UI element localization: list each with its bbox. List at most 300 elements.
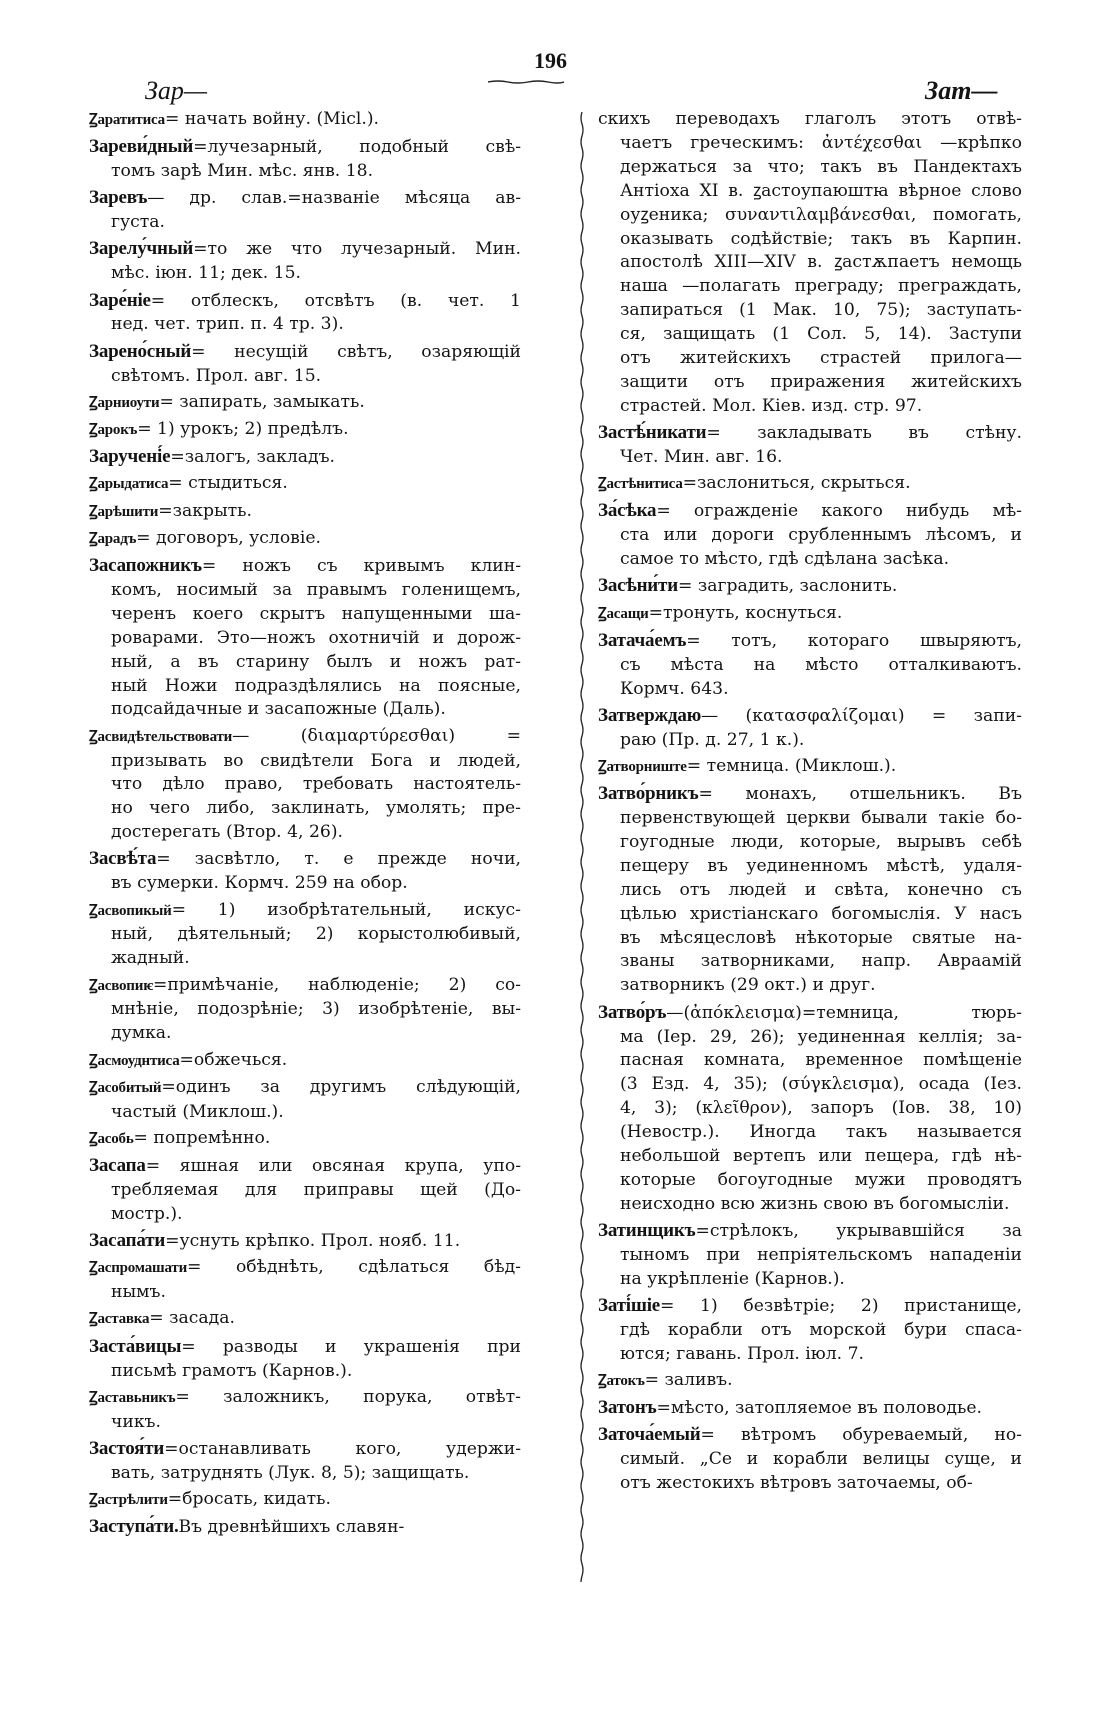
- entry-headword: Засвѣ́та: [89, 848, 157, 870]
- entry-definition-text: — (διαμαρτύρεσθαι) =: [232, 725, 521, 746]
- entry-line: [598, 1001, 1022, 1026]
- entry-definition-text: защити отъ приражения житейскихъ: [620, 371, 1022, 392]
- entry-definition-text: держаться за что; такъ въ Пандектахъ: [620, 156, 1022, 177]
- dictionary-entry: [598, 108, 1022, 419]
- entry-definition-text: небольшой вертепъ или пещера, гдѣ нѣ-: [620, 1146, 1022, 1167]
- entry-definition-text: ста или дороги срубленнымъ лѣсомъ, и: [620, 525, 1022, 546]
- entry-headword: Затверждаю: [598, 704, 702, 726]
- entry-headword: Заточа́емый: [598, 1424, 701, 1446]
- dictionary-entry: [89, 108, 521, 133]
- entry-headword: Ꙁасвопиѥ: [89, 977, 153, 994]
- entry-definition-text: отъ жестокихъ вѣтровъ заточаемы, об-: [620, 1473, 973, 1494]
- entry-headword: Ꙁасмоуднтиса: [89, 1052, 180, 1069]
- entry-definition-text: первенствующей церкви бывали такіе бо-: [620, 808, 1022, 829]
- entry-line: [89, 847, 521, 872]
- entry-line: [598, 1423, 1022, 1448]
- entry-headword: Засапа: [89, 1155, 146, 1177]
- entry-line: [598, 421, 1022, 446]
- entry-definition-text: мѣс. іюн. 11; дек. 15.: [111, 263, 302, 284]
- dictionary-entry: [598, 1294, 1022, 1367]
- dictionary-entry: [89, 1229, 521, 1254]
- entry-line: [598, 275, 1022, 299]
- entry-line: [89, 160, 521, 184]
- entry-line: [89, 1154, 521, 1179]
- entry-definition-text: =бросать, кидать.: [167, 1488, 331, 1509]
- dictionary-entry: [89, 974, 521, 1047]
- entry-line: [598, 574, 1022, 599]
- entry-definition-text: =примѣчаніе, наблюденіе; 2) со-: [152, 974, 521, 995]
- entry-definition-text: въ сумерки. Кормч. 259 на обор.: [111, 873, 408, 894]
- entry-headword: Заста́вицы: [89, 1335, 182, 1357]
- dictionary-entry: [89, 1515, 521, 1540]
- entry-definition-text: достерегать (Втор. 4, 26).: [111, 822, 344, 843]
- dictionary-entry: [598, 1001, 1022, 1217]
- entry-definition-text: =мѣсто, затопляемое въ половодье.: [656, 1398, 982, 1419]
- entry-headword: Ꙁасвидѣтельствовати: [89, 728, 233, 745]
- entry-line: [89, 872, 521, 896]
- entry-definition-text: нед. чет. трип. п. 4 тр. 3).: [111, 314, 344, 335]
- entry-headword: Затинщикъ: [598, 1220, 696, 1242]
- entry-line: [598, 950, 1022, 974]
- entry-definition-text: = несущій свѣтъ, озаряющій: [191, 341, 521, 362]
- entry-definition-text: тыномъ при непріятельскомъ нападеніи: [620, 1244, 1022, 1265]
- dictionary-entry: [598, 499, 1022, 572]
- entry-definition-text: оказывать содѣйствіе; такъ въ Карпин.: [620, 228, 1022, 249]
- entry-definition-text: на укрѣпленіе (Карнов.).: [620, 1268, 845, 1289]
- entry-line: [598, 156, 1022, 180]
- entry-line: [89, 1049, 521, 1074]
- entry-definition-text: отъ житейскихъ страстей прилога—: [620, 348, 1022, 369]
- entry-definition-text: свѣтомъ. Прол. авг. 15.: [111, 365, 322, 386]
- entry-line: [89, 1386, 521, 1411]
- entry-definition-text: томъ зарѣ Мин. мѣс. янв. 18.: [111, 161, 374, 182]
- entry-line: [598, 1193, 1022, 1217]
- entry-headword: Ꙁарѣшити: [89, 503, 159, 520]
- dictionary-entry: [89, 418, 521, 443]
- entry-definition-text: гоугодные люди, которые, вырывъ себѣ: [620, 831, 1022, 852]
- entry-definition-text: лись отъ людей и свѣта, конечно съ: [620, 879, 1022, 900]
- entry-definition-text: (Невостр.). Иногда такъ называется: [620, 1122, 1022, 1143]
- entry-headword: За́сѣка: [598, 500, 657, 522]
- column-divider: [578, 112, 586, 1582]
- dictionary-entry: [89, 1127, 521, 1152]
- entry-line: [89, 1203, 521, 1227]
- dictionary-entry: [89, 135, 521, 184]
- entry-definition-text: роварами. Это—ножъ охотничій и дорож-: [111, 627, 521, 648]
- entry-definition-text: самое то мѣсто, гдѣ сдѣлана засѣка.: [620, 549, 950, 570]
- entry-definition-text: =стрѣлокъ, укрывавшійся за: [695, 1221, 1022, 1242]
- entry-definition-text: = тотъ, котораго швыряютъ,: [686, 630, 1022, 651]
- entry-definition-text: ный Ножи подраздѣлялись на поясные,: [111, 675, 521, 696]
- entry-definition-text: ный, а въ старину былъ и ножъ рат-: [111, 651, 521, 672]
- entry-definition-text: (3 Езд. 4, 35); (σύγκλεισμα), осада (Іез.: [620, 1074, 1022, 1095]
- entry-headword: Затонъ: [598, 1397, 657, 1419]
- entry-definition-text: = обѣднѣть, сдѣлаться бѣд-: [187, 1257, 521, 1278]
- entry-line: [598, 1073, 1022, 1097]
- dictionary-entry: [89, 847, 521, 896]
- entry-line: [89, 527, 521, 552]
- entry-headword: Ꙁаспромашати: [89, 1260, 188, 1277]
- entry-headword: Ꙁаратитиса: [89, 112, 165, 128]
- entry-line: [598, 446, 1022, 470]
- entry-line: [598, 371, 1022, 395]
- entry-definition-text: званы затворниками, напр. Авраамій: [620, 951, 1022, 972]
- entry-line: [598, 1448, 1022, 1472]
- entry-line: [89, 998, 521, 1022]
- entry-definition-text: —(ἀπόκλεισμα)=темница, тюрь-: [666, 1002, 1022, 1023]
- entry-line: [598, 1121, 1022, 1145]
- dictionary-entry: [598, 782, 1022, 998]
- entry-line: [598, 1049, 1022, 1073]
- entry-line: [598, 903, 1022, 927]
- entry-definition-text: неисходно всю жизнь свою въ богомысліи.: [620, 1193, 1010, 1214]
- entry-headword: Ꙁасащи: [598, 605, 649, 622]
- dictionary-entry: [598, 472, 1022, 497]
- entry-definition-text: которые богоугодные мужи проводятъ: [620, 1169, 1022, 1190]
- dictionary-entry: [89, 554, 521, 722]
- entry-definition-text: = 1) безвѣтріе; 2) пристанище,: [660, 1296, 1022, 1317]
- entry-definition-text: = попремѣнно.: [133, 1127, 271, 1148]
- entry-definition-text: =обжечься.: [179, 1049, 288, 1070]
- entry-definition-text: = яшная или овсяная крупа, упо-: [145, 1156, 521, 1177]
- entry-line: [89, 500, 521, 525]
- entry-definition-text: = огражденіе какого нибудь мѣ-: [656, 501, 1022, 522]
- entry-line: [89, 340, 521, 365]
- entry-definition-text: =то же что лучезарный. Мин.: [193, 239, 521, 260]
- entry-headword: Зарелу́чный: [89, 238, 194, 260]
- entry-definition-text: = отблескъ, отсвѣтъ (в. чет. 1: [150, 290, 521, 311]
- entry-line: [598, 347, 1022, 371]
- dictionary-entry: [89, 500, 521, 525]
- entry-line: [598, 1343, 1022, 1367]
- entry-line: [598, 1294, 1022, 1319]
- running-head-right: Зат—: [925, 76, 998, 105]
- entry-definition-text: чикъ.: [111, 1411, 161, 1432]
- entry-line: [89, 1411, 521, 1435]
- entry-line: [598, 831, 1022, 855]
- entry-headword: Затво́ръ: [598, 1001, 667, 1023]
- dictionary-entry: [598, 1423, 1022, 1496]
- entry-definition-text: скихъ переводахъ глаголъ этотъ отвѣ-: [598, 109, 1022, 129]
- entry-definition-text: гдѣ корабли отъ морской бури спаса-: [620, 1319, 1022, 1340]
- dictionary-entry: [89, 391, 521, 416]
- entry-definition-text: затворникъ (29 окт.) и друг.: [620, 975, 876, 996]
- entry-line: [598, 1369, 1022, 1394]
- entry-line: [598, 108, 1022, 132]
- entry-line: [598, 228, 1022, 252]
- entry-line: [89, 627, 521, 651]
- entry-line: [598, 629, 1022, 654]
- entry-line: [89, 554, 521, 579]
- entry-line: [89, 1515, 521, 1540]
- entry-definition-text: подсайдачные и засапожные (Даль).: [111, 699, 446, 720]
- entry-definition-text: запираться (1 Мак. 10, 75); заступать-: [620, 300, 1022, 321]
- entry-line: [598, 524, 1022, 548]
- entry-definition-text: черенъ коего скрытъ напущенными ша-: [111, 603, 521, 624]
- entry-headword: Застоя́ти: [89, 1437, 165, 1459]
- entry-line: [598, 499, 1022, 524]
- entry-line: [598, 729, 1022, 753]
- dictionary-entry: [598, 421, 1022, 470]
- entry-line: [598, 1244, 1022, 1268]
- entry-definition-text: Въ древнѣйшихъ славян-: [178, 1517, 405, 1538]
- dictionary-entry: [89, 1049, 521, 1074]
- entry-definition-text: Чет. Мин. авг. 16.: [620, 446, 783, 467]
- dictionary-entry: [89, 237, 521, 286]
- entry-definition-text: страстей. Мол. Кіев. изд. стр. 97.: [620, 395, 923, 416]
- entry-definition-text: = начать войну. (Micl.).: [164, 109, 380, 129]
- entry-headword: Засапа́ти: [89, 1230, 166, 1252]
- entry-headword: Зареви́дный: [89, 136, 194, 158]
- entry-line: [89, 1022, 521, 1046]
- entry-definition-text: требляемая для приправы щей (До-: [111, 1180, 521, 1200]
- entry-definition-text: — др. слав.=названіе мѣсяца ав-: [147, 188, 521, 209]
- entry-definition-text: частый (Миклош.).: [111, 1101, 284, 1122]
- entry-line: [89, 1437, 521, 1462]
- entry-definition-text: раю (Пр. д. 27, 1 к.).: [620, 729, 805, 750]
- dictionary-entry: [89, 1154, 521, 1227]
- entry-line: [89, 1488, 521, 1513]
- entry-line: [89, 313, 521, 337]
- entry-line: [89, 391, 521, 416]
- entry-line: [598, 927, 1022, 951]
- entry-headword: Ꙁаставьникъ: [89, 1389, 176, 1406]
- entry-line: [89, 1229, 521, 1254]
- entry-headword: Ꙁарокъ: [89, 421, 138, 438]
- entry-definition-text: = запирать, замыкать.: [159, 391, 365, 412]
- entry-definition-text: жадный.: [111, 948, 190, 969]
- entry-headword: Затача́емъ: [598, 629, 687, 651]
- dictionary-entry: [598, 629, 1022, 702]
- entry-headword: Ꙁатворниште: [598, 758, 687, 775]
- entry-line: [598, 1472, 1022, 1496]
- entry-line: [598, 879, 1022, 903]
- entry-definition-text: =залогъ, закладъ.: [170, 447, 336, 468]
- entry-line: [598, 180, 1022, 204]
- entry-line: [89, 135, 521, 160]
- entry-headword: Ꙁасвопикый: [89, 902, 172, 919]
- entry-definition-text: = ножъ съ кривымъ клин-: [201, 555, 521, 576]
- entry-definition-text: оуꙁеника; συναντιλαμβάνεσθαι, помогать,: [620, 204, 1022, 225]
- dictionary-entry: [89, 899, 521, 972]
- entry-definition-text: 4, 3); (κλεῖθρον), запоръ (Іов. 38, 10): [620, 1098, 1022, 1119]
- entry-line: [598, 807, 1022, 831]
- entry-definition-text: = разводы и украшенія при: [181, 1336, 521, 1357]
- entry-line: [598, 1145, 1022, 1169]
- entry-headword: Ꙁастрѣлити: [89, 1491, 168, 1508]
- entry-line: [89, 797, 521, 821]
- entry-line: [598, 678, 1022, 702]
- entry-line: [598, 472, 1022, 497]
- entry-line: [89, 974, 521, 999]
- entry-line: [89, 211, 521, 235]
- entry-definition-text: нымъ.: [111, 1282, 166, 1303]
- dictionary-entry: [89, 1256, 521, 1305]
- entry-definition-text: въ мѣсяцесловѣ нѣкоторые святые на-: [620, 927, 1022, 948]
- entry-definition-text: — (κατασφαλίζομαι) = запи-: [701, 705, 1022, 726]
- entry-line: [89, 603, 521, 627]
- dictionary-entry: [89, 1307, 521, 1332]
- entry-definition-text: = заградить, заслонить.: [677, 576, 898, 597]
- entry-definition-text: = 1) изобрѣтательный, искус-: [171, 899, 521, 920]
- entry-line: [598, 855, 1022, 879]
- entry-line: [89, 821, 521, 845]
- entry-line: [89, 579, 521, 603]
- dictionary-entry: [89, 1488, 521, 1513]
- dictionary-entry: [598, 574, 1022, 599]
- right-column: [598, 108, 1022, 1499]
- entry-line: [89, 445, 521, 470]
- entry-headword: Ꙁаставка: [89, 1311, 150, 1328]
- entry-definition-text: = закладывать въ стѣну.: [706, 423, 1022, 444]
- entry-line: [89, 1335, 521, 1360]
- entry-line: [598, 299, 1022, 323]
- entry-definition-text: мнѣніе, подозрѣніе; 3) изобрѣтеніе, вы-: [111, 999, 521, 1020]
- entry-definition-text: =тронуть, коснуться.: [648, 602, 843, 623]
- entry-line: [598, 1219, 1022, 1244]
- entry-line: [598, 548, 1022, 572]
- entry-line: [89, 186, 521, 211]
- dictionary-entry: [598, 602, 1022, 627]
- dictionary-entry: [89, 725, 521, 846]
- entry-line: [89, 698, 521, 722]
- entry-line: [89, 947, 521, 971]
- entry-line: [89, 262, 521, 286]
- entry-definition-text: густа.: [111, 212, 165, 233]
- entry-line: [598, 974, 1022, 998]
- entry-headword: Ꙁасобь: [89, 1130, 134, 1147]
- dictionary-entry: [89, 186, 521, 235]
- entry-definition-text: = заливъ.: [644, 1370, 733, 1391]
- dictionary-entry: [89, 445, 521, 470]
- entry-definition-text: пасная комната, временное помѣщеніе: [620, 1050, 1022, 1071]
- entry-definition-text: ся, защищать (1 Сол. 5, 14). Заступи: [620, 324, 1022, 345]
- entry-definition-text: ма (Іер. 29, 26); уединенная келлія; за-: [620, 1026, 1022, 1047]
- entry-line: [89, 1127, 521, 1152]
- entry-definition-text: но чего либо, заклинать, умолять; пре-: [111, 798, 521, 819]
- entry-line: [598, 1097, 1022, 1121]
- entry-headword: Ꙁарниоути: [89, 394, 160, 411]
- dictionary-entry: [89, 289, 521, 338]
- entry-line: [89, 1462, 521, 1486]
- entry-definition-text: = вѣтромъ обуреваемый, но-: [700, 1425, 1022, 1446]
- entry-definition-text: = 1) урокъ; 2) предѣлъ.: [137, 418, 349, 439]
- entry-line: [89, 1307, 521, 1332]
- entry-line: [598, 204, 1022, 228]
- entry-line: [598, 755, 1022, 780]
- page-number: 196: [534, 48, 567, 73]
- entry-headword: Засѣни́ти: [598, 575, 678, 597]
- entry-definition-text: =уснуть крѣпко. Прол. нояб. 11.: [165, 1231, 461, 1252]
- entry-definition-text: письмѣ грамотъ (Карнов.).: [111, 1360, 353, 1381]
- entry-definition-text: =останавливать кого, удержи-: [164, 1438, 521, 1459]
- entry-definition-text: вать, затруднять (Лук. 8, 5); защищать.: [111, 1462, 470, 1483]
- entry-line: [89, 899, 521, 924]
- dictionary-entry: [89, 1386, 521, 1435]
- dictionary-entry: [89, 1437, 521, 1486]
- entry-headword: Застѣ́никати: [598, 422, 707, 444]
- entry-definition-text: мостр.).: [111, 1203, 183, 1224]
- entry-headword: Ꙁасобитый: [89, 1079, 162, 1096]
- entry-definition-text: комъ, носимый за правымъ голенищемъ,: [111, 579, 521, 600]
- entry-line: [598, 323, 1022, 347]
- entry-definition-text: = монахъ, отшельникъ. Въ: [698, 784, 1022, 805]
- entry-definition-text: призывать во свидѣтели Бога и людей,: [111, 750, 521, 771]
- dictionary-entry: [89, 472, 521, 497]
- entry-line: [89, 1360, 521, 1384]
- entry-headword: Заті́шіе: [598, 1295, 661, 1317]
- entry-line: [89, 651, 521, 675]
- entry-line: [598, 602, 1022, 627]
- entry-headword: Ꙁастѣнитиса: [598, 476, 683, 493]
- entry-definition-text: чаетъ греческимъ: ἀντέχεσθαι —крѣпко: [620, 132, 1022, 153]
- entry-headword: Ꙁатокъ: [598, 1373, 645, 1390]
- dictionary-entry: [89, 527, 521, 552]
- entry-definition-text: съ мѣста на мѣсто отталкиваютъ.: [620, 654, 1022, 675]
- dictionary-entry: [598, 755, 1022, 780]
- entry-definition-text: =лучезарный, подобный свѣ-: [193, 137, 521, 158]
- entry-line: [89, 1281, 521, 1305]
- entry-definition-text: ный, дѣятельный; 2) корыстолюбивый,: [111, 924, 521, 945]
- entry-headword: Зарено́сный: [89, 340, 192, 362]
- entry-line: [89, 418, 521, 443]
- entry-definition-text: думка.: [111, 1023, 172, 1044]
- entry-line: [598, 1169, 1022, 1193]
- entry-line: [598, 395, 1022, 419]
- entry-line: [89, 773, 521, 797]
- entry-headword: Заревъ: [89, 187, 148, 209]
- entry-definition-text: =заслониться, скрыться.: [682, 473, 911, 494]
- entry-line: [89, 675, 521, 699]
- entry-line: [598, 1268, 1022, 1292]
- entry-definition-text: = договоръ, условіе.: [136, 527, 321, 548]
- dictionary-entry: [598, 704, 1022, 753]
- left-column: [89, 108, 521, 1542]
- dictionary-entry: [89, 1076, 521, 1125]
- entry-line: [89, 923, 521, 947]
- entry-definition-text: что дѣло право, требовать настоятель-: [111, 774, 521, 795]
- entry-headword: Заступа́ти.: [89, 1516, 179, 1538]
- entry-headword: Ꙁарыдатиса: [89, 476, 169, 493]
- running-head-left: Зар—: [145, 76, 207, 105]
- entry-definition-text: пещеру въ уединенномъ мѣстѣ, удаля-: [620, 855, 1022, 876]
- entry-definition-text: наша —полагать преграду; преграждать,: [620, 276, 1022, 297]
- page-number-rule: [488, 80, 564, 84]
- entry-definition-text: апостолѣ XIII—XIV в. ꙁастѫпаетъ немощь: [620, 252, 1022, 273]
- entry-line: [598, 782, 1022, 807]
- entry-definition-text: симый. „Се и корабли велицы суще, и: [620, 1449, 1022, 1470]
- entry-line: [89, 365, 521, 389]
- entry-line: [598, 132, 1022, 156]
- entry-line: [89, 1256, 521, 1281]
- entry-line: [89, 108, 521, 133]
- entry-definition-text: =закрыть.: [158, 500, 252, 521]
- entry-line: [598, 654, 1022, 678]
- entry-definition-text: = темница. (Миклош.).: [686, 755, 897, 776]
- entry-line: [598, 704, 1022, 729]
- dictionary-entry: [89, 1335, 521, 1384]
- entry-line: [89, 289, 521, 314]
- entry-headword: Заручені́е: [89, 446, 171, 468]
- entry-definition-text: ются; гавань. Прол. іюл. 7.: [620, 1343, 864, 1364]
- entry-definition-text: = засвѣтло, т. е прежде ночи,: [156, 849, 521, 870]
- entry-definition-text: = заложникъ, порука, отвѣт-: [175, 1386, 521, 1407]
- dictionary-entry: [598, 1396, 1022, 1421]
- entry-line: [598, 1026, 1022, 1050]
- entry-line: [598, 251, 1022, 275]
- entry-definition-text: Кормч. 643.: [620, 678, 729, 699]
- entry-line: [89, 750, 521, 774]
